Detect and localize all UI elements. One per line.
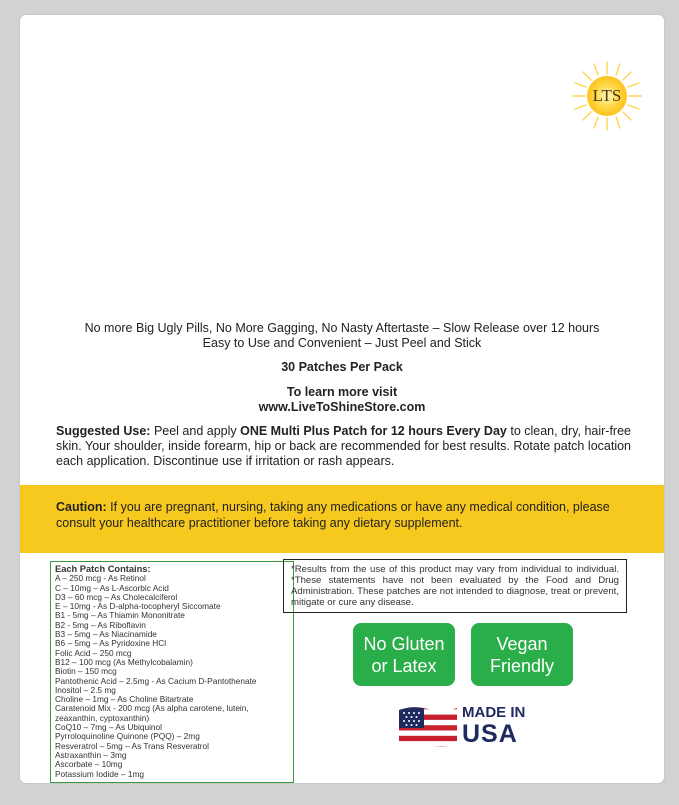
suggested-use-label: Suggested Use: (56, 424, 151, 438)
ingredient-item: Astraxanthin – 3mg (55, 749, 127, 760)
visit-block (20, 385, 664, 415)
ingredient-item: Resveratrol – 5mg – As Trans Resveratrol (55, 740, 210, 751)
ingredients-list (55, 574, 293, 779)
caution-text-block (56, 499, 636, 531)
usa-text: USA (462, 720, 518, 748)
product-label-card (20, 15, 664, 783)
ingredient-item: zeaxanthin, cyptoxanthin) (55, 712, 150, 723)
made-in-usa (462, 704, 525, 747)
vegan-badge-line-2: Friendly (489, 655, 555, 676)
ingredient-item: A – 250 mcg - As Retinol (55, 573, 146, 584)
ingredient-item: B6 – 5mg – As Pyridoxine HCl (55, 638, 167, 649)
ingredient-item: B1 - 5mg – As Thiamin Mononitrate (55, 610, 185, 621)
no-gluten-badge (353, 623, 455, 686)
ingredient-item: Pantothenic Acid – 2.5mg - As Cacium D-Pantothenate (55, 675, 257, 686)
ingredient-item: B3 – 5mg – As Niacinamide (55, 629, 157, 640)
tagline (20, 321, 664, 351)
disclaimer-box: *Results from the use of this product may vary from individual to individual. *These statements have not been evaluated by the Food and Drug Administration. These patches are not intended to diagnose, treat or prevent, mitigate or cure any disease. (283, 559, 627, 613)
caution-text: If you are pregnant, nursing, taking any medications or have any medical condition, please consult your healthcare practitioner before taking any dietary supplement. (56, 500, 610, 530)
sun-logo-icon (571, 60, 643, 132)
us-flag-icon (397, 704, 459, 750)
ingredient-item: Potassium Iodide – 1mg (55, 768, 145, 779)
ingredient-item: B2 - 5mg – As Riboflavin (55, 619, 146, 630)
ingredient-item: Folic Acid – 250 mcg (55, 647, 132, 658)
caution-label: Caution: (56, 500, 107, 514)
ingredient-item: C – 10mg – As L-Ascorbic Acid (55, 582, 169, 593)
ingredients-box (50, 561, 294, 783)
ingredient-item: Biotin – 150 mcg (55, 666, 117, 677)
ingredient-item: Choline – 1mg – As Choline Bitartrate (55, 694, 194, 705)
ingredient-item: Pyrroloquinoline Quinone (PQQ) – 2mg (55, 731, 200, 742)
ingredient-item: Ascorbate – 10mg (55, 759, 123, 770)
suggested-use-text-1: Peel and apply (150, 424, 241, 438)
suggested-use-bold: ONE Multi Plus Patch for 12 hours Every Day (240, 424, 507, 438)
suggested-use (56, 424, 631, 469)
ingredient-item: B12 – 100 mcg (As Methylcobalamin) (55, 656, 193, 667)
made-in-text: MADE IN (462, 704, 526, 721)
ingredient-item: Inositol – 2.5 mg (55, 684, 116, 695)
visit-text: To learn more visit (286, 385, 398, 399)
suggested-use-text-2: to clean, dry, hair-free skin. Your shoulder, inside forearm, hip or back are recommended for best results. Rotate patch location each application. Discontinue use if irritation or rash appears. (56, 424, 632, 468)
tagline-line-1: No more Big Ugly Pills, No More Gagging, No Nasty Aftertaste – Slow Release over 12 hours (84, 321, 600, 335)
no-gluten-badge-line-2: or Latex (371, 655, 437, 676)
ingredient-item: D3 – 60 mcg – As Cholecalciferol (55, 591, 178, 602)
vegan-badge (471, 623, 573, 686)
ingredient-item: CoQ10 – 7mg – As Ubiquinol (55, 722, 163, 733)
vegan-badge-line-1: Vegan (496, 633, 548, 654)
logo-text: LTS (592, 86, 622, 105)
patch-count: 30 Patches Per Pack (281, 360, 403, 374)
tagline-line-2: Easy to Use and Convenient – Just Peel and Stick (202, 336, 482, 350)
website-link[interactable]: www.LiveToShineStore.com (258, 400, 426, 414)
no-gluten-badge-line-1: No Gluten (363, 633, 445, 654)
ingredient-item: Caratenoid Mix - 200 mcg (As alpha carotene, lutein, (55, 703, 249, 714)
ingredients-title: Each Patch Contains: (55, 564, 151, 574)
ingredient-item: E – 10mg - As D-alpha-tocopheryl Siccomate (55, 601, 221, 612)
